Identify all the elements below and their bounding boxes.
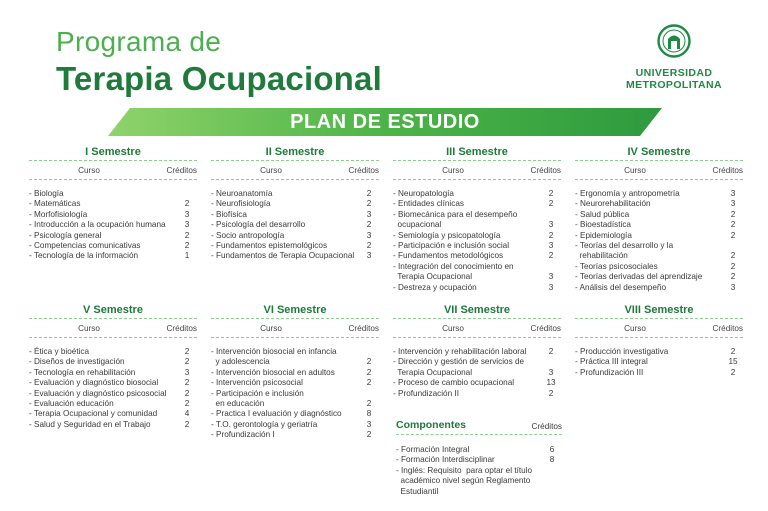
component-row bbox=[396, 455, 562, 465]
course-name: - Psicología general bbox=[29, 230, 102, 240]
course-name: - Neuropatología bbox=[393, 189, 454, 198]
course-credits bbox=[359, 389, 379, 399]
course-name: - Integración del conocimiento en bbox=[393, 261, 514, 271]
course-name: - Ética y bioética bbox=[29, 347, 90, 356]
component-credits bbox=[542, 476, 562, 486]
course-row bbox=[29, 231, 197, 241]
course-row bbox=[393, 368, 561, 378]
course-row bbox=[211, 389, 379, 399]
course-name: - Evaluación educación bbox=[29, 399, 114, 409]
course-row bbox=[211, 368, 379, 378]
component-name: Estudiantil bbox=[396, 486, 439, 496]
credits-column-header: Créditos bbox=[348, 166, 379, 175]
course-name: - Biofísica bbox=[211, 209, 247, 219]
course-row bbox=[575, 199, 743, 209]
course-credits: 3 bbox=[548, 367, 554, 377]
course-name: - Participación e inclusión bbox=[211, 388, 304, 398]
course-name: - Entidades clínicas bbox=[393, 199, 464, 209]
semester-title: III Semestre bbox=[393, 146, 561, 161]
course-credits bbox=[723, 241, 743, 251]
course-row bbox=[29, 389, 197, 399]
semester-header bbox=[393, 161, 561, 180]
component-credits: 8 bbox=[549, 455, 555, 465]
course-name: - Intervención y rehabilitación laboral bbox=[393, 347, 527, 356]
semester-block bbox=[575, 146, 743, 293]
semester-title: I Semestre bbox=[29, 146, 197, 161]
course-credits: 2 bbox=[730, 209, 736, 219]
course-row bbox=[393, 283, 561, 293]
course-row bbox=[29, 199, 197, 209]
course-name: - Profundización I bbox=[211, 430, 275, 440]
course-credits: 2 bbox=[730, 220, 736, 230]
course-column-header: Curso bbox=[624, 324, 646, 333]
course-list bbox=[29, 189, 197, 262]
components-credits-header: Créditos bbox=[531, 422, 562, 431]
components-rows bbox=[396, 445, 562, 497]
course-row bbox=[393, 220, 561, 230]
component-row bbox=[396, 466, 562, 476]
semester-title: VIII Semestre bbox=[575, 304, 743, 319]
course-name: - Tecnología de la información bbox=[29, 251, 139, 261]
course-row bbox=[575, 251, 743, 261]
banner-title: PLAN DE ESTUDIO bbox=[290, 111, 480, 133]
course-row bbox=[393, 262, 561, 272]
course-credits: 2 bbox=[548, 189, 554, 198]
course-row bbox=[575, 357, 743, 367]
semester-block bbox=[575, 304, 743, 378]
semester-header bbox=[575, 319, 743, 338]
course-credits: 2 bbox=[184, 241, 190, 251]
course-credits: 2 bbox=[184, 419, 190, 429]
course-row bbox=[211, 357, 379, 367]
components-header bbox=[396, 419, 562, 435]
component-name: - Inglés: Requisito para optar el título bbox=[396, 465, 533, 475]
course-credits: 3 bbox=[548, 241, 554, 251]
component-name: académico nivel según Reglamento bbox=[396, 476, 531, 486]
component-credits bbox=[542, 466, 562, 476]
course-row bbox=[393, 210, 561, 220]
course-credits: 3 bbox=[184, 209, 190, 219]
course-row bbox=[29, 210, 197, 220]
course-name: - Competencias comunicativas bbox=[29, 241, 141, 251]
semester-title: II Semestre bbox=[211, 146, 379, 161]
course-row bbox=[575, 220, 743, 230]
course-row bbox=[211, 251, 379, 261]
course-row bbox=[211, 210, 379, 220]
semester-header bbox=[211, 319, 379, 338]
course-list bbox=[575, 189, 743, 293]
semester-header bbox=[211, 161, 379, 180]
course-row bbox=[211, 409, 379, 419]
course-name: - Producción investigativa bbox=[575, 347, 669, 356]
component-credits: 6 bbox=[549, 445, 555, 454]
course-row bbox=[211, 231, 379, 241]
course-column-header: Curso bbox=[260, 324, 282, 333]
course-row bbox=[29, 368, 197, 378]
course-column-header: Curso bbox=[624, 166, 646, 175]
course-name: - Diseños de investigación bbox=[29, 357, 125, 367]
semester-title: VII Semestre bbox=[393, 304, 561, 319]
course-credits: 3 bbox=[730, 189, 736, 198]
course-row bbox=[575, 347, 743, 357]
course-credits: 2 bbox=[548, 230, 554, 240]
course-list bbox=[29, 347, 197, 430]
course-name: - Práctica III integral bbox=[575, 357, 648, 367]
program-title-line2: Terapia Ocupacional bbox=[56, 60, 382, 97]
semester-title: VI Semestre bbox=[211, 304, 379, 319]
course-credits: 2 bbox=[730, 367, 736, 377]
course-name: - Epidemiología bbox=[575, 230, 632, 240]
course-name: - Salud pública bbox=[575, 209, 630, 219]
components-section bbox=[396, 419, 562, 497]
course-name: - T.O. gerontología y geriatría bbox=[211, 419, 318, 429]
course-row bbox=[575, 231, 743, 241]
course-credits: 2 bbox=[730, 251, 736, 261]
course-row bbox=[575, 210, 743, 220]
course-list bbox=[211, 347, 379, 441]
course-credits: 2 bbox=[184, 357, 190, 367]
course-credits: 3 bbox=[366, 209, 372, 219]
semester-header bbox=[393, 319, 561, 338]
university-seal-icon bbox=[657, 24, 691, 58]
component-credits bbox=[542, 487, 562, 497]
course-name: - Psicología del desarrollo bbox=[211, 220, 306, 230]
course-row bbox=[29, 378, 197, 388]
course-row bbox=[29, 251, 197, 261]
course-credits: 2 bbox=[366, 399, 372, 409]
course-name: - Proceso de cambio ocupacional bbox=[393, 378, 515, 388]
course-name: - Neuroanatomía bbox=[211, 189, 273, 198]
course-name: - Salud y Seguridad en el Trabajo bbox=[29, 419, 151, 429]
course-credits: 2 bbox=[184, 399, 190, 409]
course-credits: 3 bbox=[366, 230, 372, 240]
course-name: - Dirección y gestión de servicios de bbox=[393, 357, 525, 367]
course-column-header: Curso bbox=[442, 166, 464, 175]
course-credits: 3 bbox=[184, 367, 190, 377]
course-name: - Biología bbox=[29, 189, 64, 198]
course-list bbox=[393, 189, 561, 293]
course-credits: 2 bbox=[184, 347, 190, 356]
university-name-line1: UNIVERSIDAD bbox=[635, 67, 713, 79]
course-credits bbox=[177, 189, 197, 199]
course-name: - Semiología y psicopatología bbox=[393, 230, 501, 240]
course-credits: 1 bbox=[184, 251, 190, 261]
credits-column-header: Créditos bbox=[712, 324, 743, 333]
course-name: - Ergonomía y antropometría bbox=[575, 189, 680, 198]
course-row bbox=[29, 399, 197, 409]
course-credits: 2 bbox=[548, 388, 554, 398]
credits-column-header: Créditos bbox=[348, 324, 379, 333]
semester-header bbox=[29, 161, 197, 180]
course-name: - Intervención biosocial en adultos bbox=[211, 367, 335, 377]
course-name: - Tecnología en rehabilitación bbox=[29, 367, 136, 377]
course-column-header: Curso bbox=[78, 166, 100, 175]
semester-block bbox=[211, 146, 379, 262]
component-row bbox=[396, 445, 562, 455]
course-credits: 3 bbox=[548, 272, 554, 282]
credits-column-header: Créditos bbox=[712, 166, 743, 175]
course-list bbox=[575, 347, 743, 378]
course-credits: 3 bbox=[366, 419, 372, 429]
course-name: - Intervención biosocial en infancia bbox=[211, 347, 337, 356]
course-credits: 2 bbox=[548, 199, 554, 209]
semester-block bbox=[29, 146, 197, 262]
course-row bbox=[575, 283, 743, 293]
course-row bbox=[29, 241, 197, 251]
course-name: - Teorías del desarrollo y la bbox=[575, 241, 674, 251]
semester-header bbox=[575, 161, 743, 180]
course-name: - Teorías psicosociales bbox=[575, 261, 658, 271]
components-title: Componentes bbox=[396, 419, 467, 431]
course-credits bbox=[541, 210, 561, 220]
course-row bbox=[211, 241, 379, 251]
component-name: - Formación Integral bbox=[396, 445, 470, 454]
course-credits: 2 bbox=[366, 241, 372, 251]
course-credits: 2 bbox=[730, 272, 736, 282]
course-credits: 2 bbox=[366, 430, 372, 440]
course-list bbox=[211, 189, 379, 262]
plan-banner bbox=[108, 108, 662, 136]
course-row bbox=[393, 241, 561, 251]
course-row bbox=[211, 420, 379, 430]
course-row bbox=[393, 357, 561, 367]
course-name: - Morfofisiología bbox=[29, 209, 88, 219]
course-row bbox=[575, 262, 743, 272]
component-name: - Formación Interdisciplinar bbox=[396, 455, 495, 465]
course-row bbox=[575, 189, 743, 199]
course-name: Terapia Ocupacional bbox=[393, 272, 473, 282]
course-credits bbox=[541, 262, 561, 272]
course-name: Terapia Ocupacional bbox=[393, 367, 473, 377]
course-row bbox=[29, 220, 197, 230]
semester-header bbox=[29, 319, 197, 338]
course-credits: 3 bbox=[730, 199, 736, 209]
course-row bbox=[393, 389, 561, 399]
course-name: - Evaluación y diagnóstico biosocial bbox=[29, 378, 159, 388]
university-name-line2: METROPOLITANA bbox=[626, 79, 722, 91]
course-column-header: Curso bbox=[260, 166, 282, 175]
course-credits: 15 bbox=[728, 357, 738, 367]
semester-block bbox=[393, 146, 561, 293]
semester-title: IV Semestre bbox=[575, 146, 743, 161]
course-row bbox=[29, 347, 197, 357]
course-row bbox=[393, 251, 561, 261]
course-row bbox=[211, 399, 379, 409]
semester-block bbox=[29, 304, 197, 430]
course-name: - Neurofisiología bbox=[211, 199, 271, 209]
course-row bbox=[29, 357, 197, 367]
course-column-header: Curso bbox=[78, 324, 100, 333]
course-list bbox=[393, 347, 561, 399]
course-name: - Socio antropología bbox=[211, 230, 285, 240]
course-row bbox=[29, 420, 197, 430]
course-row bbox=[211, 189, 379, 199]
course-credits: 3 bbox=[548, 282, 554, 292]
course-name: - Terapia Ocupacional y comunidad bbox=[29, 409, 158, 419]
semester-block bbox=[393, 304, 561, 399]
program-title-line1: Programa de bbox=[56, 26, 222, 57]
course-credits: 4 bbox=[184, 409, 190, 419]
course-row bbox=[575, 272, 743, 282]
course-credits: 2 bbox=[366, 189, 372, 198]
component-row bbox=[396, 487, 562, 497]
course-row bbox=[393, 347, 561, 357]
course-row bbox=[29, 409, 197, 419]
course-credits: 2 bbox=[366, 220, 372, 230]
course-name: - Destreza y ocupación bbox=[393, 282, 477, 292]
course-credits: 2 bbox=[366, 378, 372, 388]
course-name: - Practica I evaluación y diagnóstico bbox=[211, 409, 342, 419]
course-credits: 2 bbox=[184, 388, 190, 398]
course-name: - Biomecánica para el desempeño bbox=[393, 209, 518, 219]
course-name: - Profundización III bbox=[575, 367, 644, 377]
course-name: y adolescencia bbox=[211, 357, 270, 367]
course-credits: 2 bbox=[548, 251, 554, 261]
course-credits: 2 bbox=[184, 230, 190, 240]
university-logo bbox=[618, 24, 730, 91]
course-credits: 3 bbox=[548, 220, 554, 230]
credits-column-header: Créditos bbox=[166, 166, 197, 175]
course-credits: 2 bbox=[184, 378, 190, 388]
course-credits: 2 bbox=[730, 261, 736, 271]
credits-column-header: Créditos bbox=[166, 324, 197, 333]
course-row bbox=[211, 199, 379, 209]
course-name: rehabilitación bbox=[575, 251, 628, 261]
course-row bbox=[393, 378, 561, 388]
course-credits: 2 bbox=[366, 367, 372, 377]
course-credits: 2 bbox=[184, 199, 190, 209]
course-column-header: Curso bbox=[442, 324, 464, 333]
course-credits: 2 bbox=[730, 347, 736, 356]
course-name: - Neurorehabilitación bbox=[575, 199, 651, 209]
course-name: - Teorías derivadas del aprendizaje bbox=[575, 272, 703, 282]
course-name: - Introducción a la ocupación humana bbox=[29, 220, 166, 230]
course-credits: 3 bbox=[366, 251, 372, 261]
course-row bbox=[29, 189, 197, 199]
course-name: ocupacional bbox=[393, 220, 442, 230]
semester-block bbox=[211, 304, 379, 441]
course-row bbox=[393, 231, 561, 241]
course-row bbox=[211, 378, 379, 388]
course-row bbox=[393, 272, 561, 282]
course-name: - Matemáticas bbox=[29, 199, 81, 209]
course-name: en educación bbox=[211, 399, 265, 409]
course-credits: 3 bbox=[730, 282, 736, 292]
course-name: - Participación e inclusión social bbox=[393, 241, 510, 251]
course-name: - Análisis del desempeño bbox=[575, 282, 667, 292]
course-credits: 2 bbox=[730, 230, 736, 240]
course-name: - Intervención psicosocial bbox=[211, 378, 303, 388]
course-credits: 13 bbox=[546, 378, 556, 388]
course-row bbox=[211, 347, 379, 357]
course-credits: 8 bbox=[366, 409, 372, 419]
course-credits: 3 bbox=[184, 220, 190, 230]
course-name: - Fundamentos epistemológicos bbox=[211, 241, 328, 251]
course-row bbox=[393, 199, 561, 209]
course-credits bbox=[541, 357, 561, 367]
course-credits: 2 bbox=[548, 347, 554, 356]
course-credits: 2 bbox=[366, 357, 372, 367]
course-row bbox=[211, 430, 379, 440]
course-row bbox=[211, 220, 379, 230]
course-row bbox=[393, 189, 561, 199]
course-row bbox=[575, 241, 743, 251]
semester-title: V Semestre bbox=[29, 304, 197, 319]
course-credits: 2 bbox=[366, 199, 372, 209]
credits-column-header: Créditos bbox=[530, 324, 561, 333]
course-name: - Fundamentos de Terapia Ocupacional bbox=[211, 251, 355, 261]
course-name: - Profundización II bbox=[393, 388, 459, 398]
course-name: - Fundamentos metodológicos bbox=[393, 251, 504, 261]
course-row bbox=[575, 368, 743, 378]
course-credits bbox=[359, 347, 379, 357]
course-name: - Evaluación y diagnóstico psicosocial bbox=[29, 388, 167, 398]
credits-column-header: Créditos bbox=[530, 166, 561, 175]
component-row bbox=[396, 476, 562, 486]
course-name: - Bioestadística bbox=[575, 220, 631, 230]
